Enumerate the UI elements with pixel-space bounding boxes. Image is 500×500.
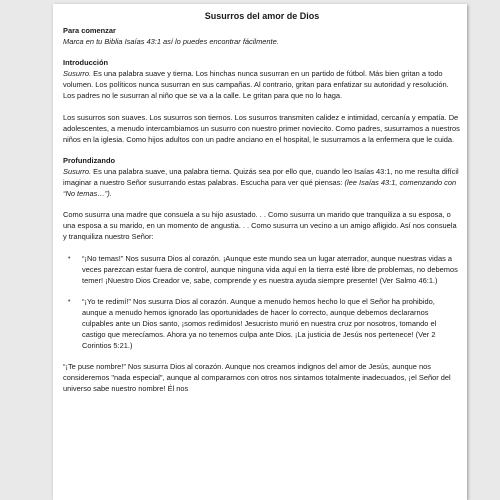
introduccion-paragraph-2: Los susurros son suaves. Los susurros son tiernos. Los susurros transmiten calidez e intimidad, cercanía y empatía. De adolescentes, a menudo intercambiamos un susurro con nuestro primer noviecito. Como padres, susurramos a nuestros niños en la iglesia. Como hijos adultos con un padre anciano en el hospital, le susurramos a la enfermera que le cuida. xyxy=(63,112,460,144)
list-item-text: “¡Yo te redimí!” Nos susurra Dios al corazón. Aunque a menudo hemos hecho lo que el Señor ha prohibido, aunque a menudo hemos ignorado las oportunidades de hacer lo correcto, aunque debemos declararnos culpables ante un Dios santo, ¡somos redimidos! Jesucristo murió en nuestra cruz por nosotros, tomando el castigo que merecíamos. Ahora ya no tenemos culpa ante Dios. ¡La justicia de Jesús nos pertenece! (Ver 2 Corintios 5:21.) xyxy=(82,296,437,351)
bullet-icon: • xyxy=(68,297,71,305)
introduccion-paragraph-1-text: Es una palabra suave y tierna. Los hinchas nunca susurran en un partido de fútbol. Más bien gritan a todo volumen. Los políticos nunca susurran en sus campañas. Al contrario, gritan para enfatizar su autoridad y resolución. Los padres no le susurran al niño que se va a la calle. Le gritan para que no lo haga. xyxy=(63,69,449,101)
document-page xyxy=(53,4,467,500)
profundizando-paragraph-2: Como susurra una madre que consuela a su hijo asustado. . . Como susurra un marido que tranquiliza a su esposa, o una esposa a su marido, en un momento de angustia. . . Como susurra un vecino a un amigo afligido. Así nos consuela y tranquiliza nuestro Señor: xyxy=(63,210,457,242)
bullet-icon: • xyxy=(68,254,71,262)
profundizando-paragraph-1-text: Es una palabra suave, una palabra tierna. Quizás sea por ello que, cuando leo Isaías 43:1, no me resulta difícil imaginar a nuestro Señor susurrando estas palabras. Escucha para ver qué piensas: xyxy=(63,166,459,188)
document-title: Susurros del amor de Dios xyxy=(204,11,320,21)
introduccion-paragraph-1 xyxy=(63,68,461,101)
section-heading-para-comenzar: Para comenzar xyxy=(63,26,116,35)
document-body xyxy=(63,10,461,395)
list-item xyxy=(63,253,461,286)
list-item xyxy=(63,296,461,351)
section-heading-introduccion: Introducción xyxy=(63,58,109,68)
italic-word: Susurro. xyxy=(63,69,92,79)
para-comenzar-text: Marca en tu Biblia Isaías 43:1 así lo puedes encontrar fácilmente. xyxy=(63,37,279,47)
italic-word: Susurro. xyxy=(63,166,92,176)
list-item-text: “¡No temas!” Nos susurra Dios al corazón. ¡Aunque este mundo sea un lugar aterrador, aunque nuestras vidas a veces parezcan estar fuera de control, aunque ninguna vida aquí en la tierra esté libre de problemas, no debemos temer! ¡Nuestro Dios Creador ve, sabe, comprende y es nuestra ayuda siempre presente! (Ver Salmo 46:1.) xyxy=(82,253,458,285)
profundizando-paragraph-1 xyxy=(63,166,461,199)
profundizando-paragraph-3: “¡Te puse nombre!” Nos susurra Dios al corazón. Aunque nos creamos indignos del amor de Jesús, aunque nos consideremos "nada especial", aunque al compararnos con otros nos sintamos totalmente inadecuados, ¡el Señor del universo sabe nuestro nombre! Él nos xyxy=(63,362,451,394)
italic-reference: (lee Isaías 43:1, comenzando con “No temas…”). xyxy=(63,178,457,199)
section-heading-profundizando: Profundizando xyxy=(63,155,116,165)
